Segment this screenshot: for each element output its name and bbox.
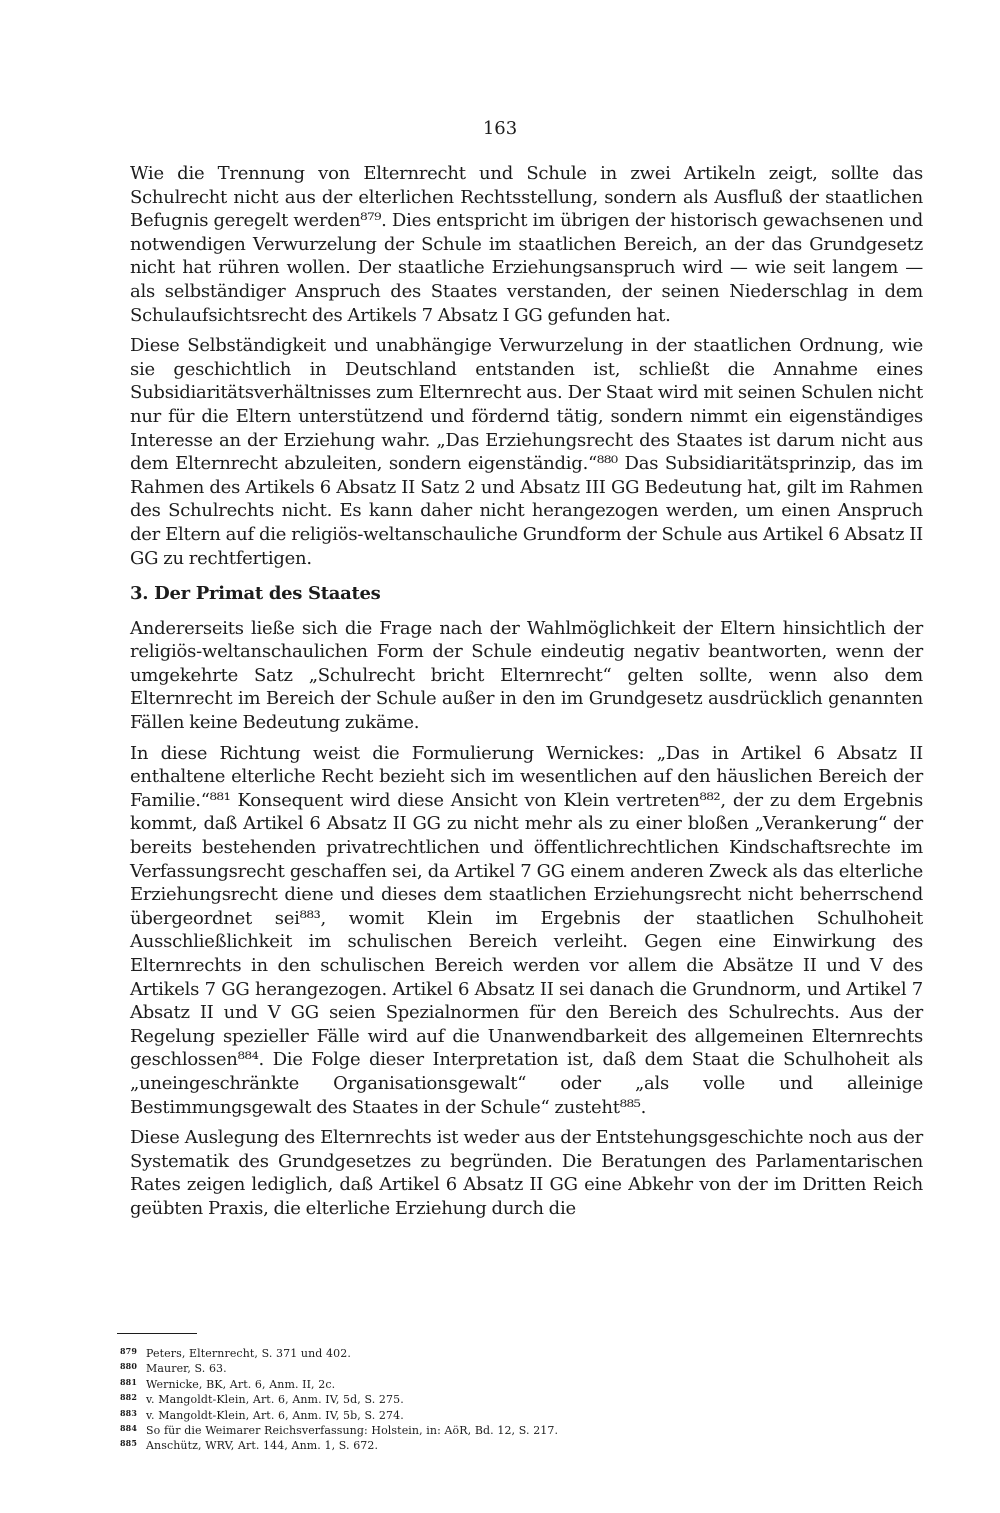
footnote-number: 885 — [120, 1438, 137, 1449]
footnote-divider — [117, 1333, 197, 1334]
footnote — [120, 1391, 820, 1406]
section-heading: 3. Der Primat des Staates — [130, 583, 381, 605]
footnote — [120, 1376, 820, 1391]
paragraph: Andererseits ließe sich die Frage nach der Wahlmöglichkeit der Eltern hinsichtlich der religiös-weltanschaulichen Form der Schule eindeutig negativ beantworten, wenn der umgekehrte Satz „Schulrecht bricht Elternrecht“ gelten sollte, wenn also dem Elternrecht im Bereich der Schule außer in den im Grundgesetz ausdrücklich genannten Fällen keine Bedeutung zukäme. — [130, 617, 923, 734]
footnote-text: Anschütz, WRV, Art. 144, Anm. 1, S. 672. — [146, 1439, 379, 1453]
footnote-number: 882 — [120, 1392, 137, 1403]
footnote-text: Wernicke, BK, Art. 6, Anm. II, 2c. — [146, 1377, 336, 1391]
paragraph: Diese Auslegung des Elternrechts ist weder aus der Entstehungsgeschichte noch aus der Systematik des Grundgesetzes zu begründen. Die Beratungen des Parlamentarischen Rates zeigen lediglich, daß Artikel 6 Absatz II GG eine Abkehr von der im Dritten Reich geübten Praxis, die elterliche Erziehung durch die — [130, 1127, 923, 1219]
footnote-number: 881 — [120, 1376, 137, 1387]
footnote — [120, 1345, 820, 1360]
footnote-text: So für die Weimarer Reichsverfassung: Holstein, in: AöR, Bd. 12, S. 217. — [146, 1424, 559, 1438]
footnotes — [120, 1345, 820, 1453]
footnote — [120, 1407, 820, 1422]
footnote-number: 883 — [120, 1407, 137, 1418]
footnote-number: 880 — [120, 1361, 137, 1372]
footnote-text: Peters, Elternrecht, S. 371 und 402. — [146, 1347, 351, 1360]
footnote-text: v. Mangoldt-Klein, Art. 6, Anm. IV, 5d, S. 275. — [146, 1393, 404, 1407]
footnote — [120, 1437, 820, 1452]
paragraph: In diese Richtung weist die Formulierung Wernickes: „Das in Artikel 6 Absatz II enthaltene elterliche Recht bezieht sich im wesentlichen auf den häuslichen Bereich der Familie.“⁸⁸¹ Konsequent wird diese Ansicht von Klein vertreten⁸⁸², der zu dem Ergebnis kommt, daß Artikel 6 Absatz II GG zu nicht mehr als zu einer bloßen „Verankerung“ der bereits bestehenden privatrechtlichen und öffentlichrechtlichen Kindschaftsrechte im Verfassungsrecht geschaffen sei, da Artikel 7 GG einem anderen Zweck als das elterliche Erziehungsrecht diene und dieses dem staatlichen Erziehungsrecht nicht beherrschend übergeordnet sei⁸⁸³, womit Klein im Ergebnis der staatlichen Schulhoheit Ausschließlichkeit im schulischen Bereich verleiht. Gegen eine Einwirkung des Elternrechts in den schulischen Bereich werden vor allem die Absätze II und V des Artikels 7 GG herangezogen. Artikel 6 Absatz II sei danach die Grundnorm, und Artikel 7 Absatz II und V GG seien Spezialnormen für den Bereich des Schulrechts. Aus der Regelung spezieller Fälle wird auf die Unanwendbarkeit des allgemeinen Elternrechts geschlossen⁸⁸⁴. Die Folge dieser Interpretation ist, daß dem Staat die Schulhoheit als „uneingeschränkte Organisationsgewalt“ oder „als volle und alleinige Bestimmungsgewalt des Staates in der Schule“ zusteht⁸⁸⁵. — [130, 742, 923, 1118]
footnote-number: 879 — [120, 1346, 137, 1356]
footnote-number: 884 — [120, 1423, 137, 1434]
page-number: 163 — [482, 118, 518, 139]
footnote-text: v. Mangoldt-Klein, Art. 6, Anm. IV, 5b, S. 274. — [146, 1408, 404, 1422]
footnote — [120, 1360, 820, 1375]
paragraph: Diese Selbständigkeit und unabhängige Verwurzelung in der staatlichen Ordnung, wie sie geschichtlich in Deutschland entstanden ist, schließt die Annahme eines Subsidiaritätsverhältnisses zum Elternrecht aus. Der Staat wird mit seinen Schulen nicht nur für die Eltern unterstützend und fördernd tätig, sondern nimmt ein eigenständiges Interesse an der Erziehung wahr. „Das Erziehungsrecht des Staates ist darum nicht aus dem Elternrecht abzuleiten, sondern eigenständig.“⁸⁸⁰ Das Subsidiaritätsprinzip, das im Rahmen des Artikels 6 Absatz II Satz 2 und Absatz III GG Bedeutung hat, gilt im Rahmen des Schulrechts nicht. Es kann daher nicht herangezogen werden, um einen Anspruch der Eltern auf die religiös-weltanschauliche Grundform der Schule aus Artikel 6 Absatz II GG zu rechtfertigen. — [130, 335, 923, 569]
paragraph: Wie die Trennung von Elternrecht und Schule in zwei Artikeln zeigt, sollte das Schulrecht nicht aus der elterlichen Rechtsstellung, sondern als Ausfluß der staatlichen Befugnis geregelt werden⁸⁷⁹. Dies entspricht im übrigen der historisch gewachsenen und notwendigen Verwurzelung der Schule im staatlichen Bereich, an der das Grundgesetz nicht hat rühren wollen. Der staatliche Erziehungsanspruch wird — wie seit langem — als selbständiger Anspruch des Staates verstanden, der seinen Niederschlag in dem Schulaufsichtsrecht des Artikels 7 Absatz I GG gefunden hat. — [130, 163, 923, 326]
footnote-text: Maurer, S. 63. — [146, 1362, 227, 1376]
footnote — [120, 1422, 820, 1437]
body-text — [130, 162, 923, 1228]
